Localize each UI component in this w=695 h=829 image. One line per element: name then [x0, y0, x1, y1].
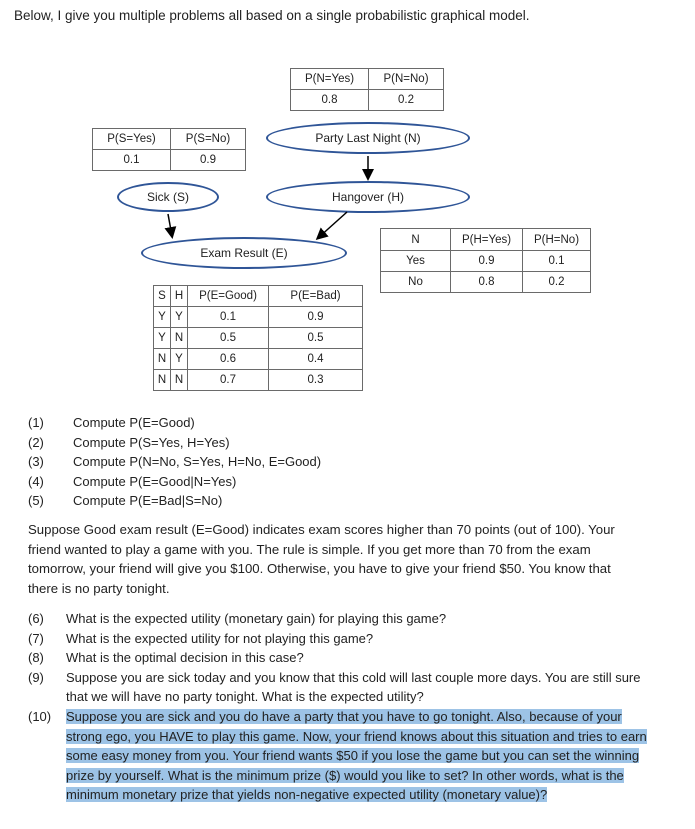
value-cell: Y — [171, 349, 188, 370]
value-cell: 0.2 — [523, 272, 591, 293]
question-text: What is the optimal decision in this case? — [66, 650, 304, 665]
header-cell: S — [154, 286, 171, 307]
question-item — [28, 491, 648, 511]
value-cell: 0.9 — [171, 150, 246, 171]
question-text: Compute P(S=Yes, H=Yes) — [73, 434, 230, 450]
question-item — [28, 472, 648, 492]
node-label: Hangover (H) — [331, 190, 405, 204]
header-cell: P(H=No) — [523, 229, 591, 251]
value-cell: 0.4 — [269, 349, 363, 370]
value-cell: N — [171, 370, 188, 391]
question-list-compute — [28, 413, 648, 511]
question-text: Compute P(N=No, S=Yes, H=No, E=Good) — [73, 454, 322, 469]
question-number: (3) — [28, 454, 44, 469]
header-cell: P(S=No) — [171, 129, 246, 150]
highlighted-question-text: Suppose you are sick and you do have a party that you have to go tonight. Also, because of your strong ego, you HAVE to play this game. Now, your friend knows about this situation and tries to earn some easy money from you. Your friend wants $50 if you lose the game but you can set the winning prize by yourself. What is the minimum prize ($) would you like to set? In other words, what is the minimum monetary prize that yields non-negative expected utility (monetary value)? — [66, 709, 647, 802]
value-cell: 0.5 — [269, 328, 363, 349]
node-label: Party Last Night (N) — [315, 131, 421, 145]
question-number: (2) — [28, 434, 44, 450]
value-cell: 0.6 — [188, 349, 269, 370]
value-cell: Y — [154, 307, 171, 328]
header-cell: H — [171, 286, 188, 307]
value-cell: 0.1 — [93, 150, 171, 171]
value-cell: N — [154, 370, 171, 391]
question-number: (9) — [28, 669, 44, 685]
question-item — [28, 629, 648, 649]
value-cell: 0.9 — [451, 251, 523, 272]
question-text: Compute P(E=Bad|S=No) — [73, 493, 223, 508]
question-item — [28, 668, 648, 707]
value-cell: N — [171, 328, 188, 349]
question-text: What is the expected utility (monetary gain) for playing this game? — [66, 611, 447, 626]
question-number: (4) — [28, 473, 44, 489]
question-number: (1) — [28, 415, 44, 430]
header-cell: P(S=Yes) — [93, 129, 171, 150]
value-cell: No — [381, 272, 451, 293]
node-sick — [117, 182, 219, 212]
question-10 — [28, 707, 648, 805]
question-text: Compute P(E=Good) — [73, 415, 195, 430]
header-cell: P(E=Good) — [188, 286, 269, 307]
value-cell: 0.8 — [291, 90, 369, 111]
edge-s-to-e — [168, 214, 172, 236]
header-cell: N — [381, 229, 451, 251]
value-cell: 0.1 — [523, 251, 591, 272]
value-cell: N — [154, 349, 171, 370]
node-hangover — [266, 181, 470, 213]
value-cell: 0.8 — [451, 272, 523, 293]
question-item — [28, 433, 648, 453]
node-party-last-night — [266, 122, 470, 154]
node-label: Exam Result (E) — [200, 246, 288, 260]
table-p-e-given-s-h — [153, 285, 363, 391]
value-cell: 0.2 — [369, 90, 444, 111]
table-p-s — [92, 128, 246, 171]
header-cell: P(H=Yes) — [451, 229, 523, 251]
value-cell: Yes — [381, 251, 451, 272]
question-number: (7) — [28, 630, 44, 646]
value-cell: 0.7 — [188, 370, 269, 391]
question-list-utility — [28, 609, 648, 707]
question-number: (10) — [28, 709, 52, 724]
node-exam-result — [141, 237, 347, 269]
scenario-paragraph: Suppose Good exam result (E=Good) indicates exam scores higher than 70 points (out of 100). Your friend wanted to play a game with you. The rule is simple. If you get more than 70 from the exam tomorrow, your friend will give you $100. Otherwise, you have to give your friend $50. You know that there is no party tonight. — [28, 522, 615, 596]
header-cell: P(N=No) — [369, 69, 444, 90]
table-p-n — [290, 68, 444, 111]
question-number: (8) — [28, 650, 44, 665]
question-text: Compute P(E=Good|N=Yes) — [73, 473, 237, 489]
value-cell: Y — [154, 328, 171, 349]
question-item — [28, 452, 648, 472]
question-item — [28, 648, 648, 668]
value-cell: 0.5 — [188, 328, 269, 349]
header-cell: P(E=Bad) — [269, 286, 363, 307]
value-cell: 0.3 — [269, 370, 363, 391]
value-cell: Y — [171, 307, 188, 328]
header-cell: P(N=Yes) — [291, 69, 369, 90]
value-cell: 0.9 — [269, 307, 363, 328]
value-cell: 0.1 — [188, 307, 269, 328]
node-label: Sick (S) — [147, 190, 189, 204]
question-item — [28, 413, 648, 433]
question-item — [28, 609, 648, 629]
table-p-h-given-n — [380, 228, 591, 293]
edge-h-to-e — [318, 212, 347, 238]
intro-text: Below, I give you multiple problems all based on a single probabilistic graphical model. — [14, 8, 530, 23]
question-text: Suppose you are sick today and you know that this cold will last couple more days. You are still sure that we will have no party tonight. What is the expected utility? — [66, 669, 641, 704]
question-number: (5) — [28, 493, 44, 508]
question-text: What is the expected utility for not playing this game? — [66, 630, 374, 646]
question-number: (6) — [28, 611, 44, 626]
